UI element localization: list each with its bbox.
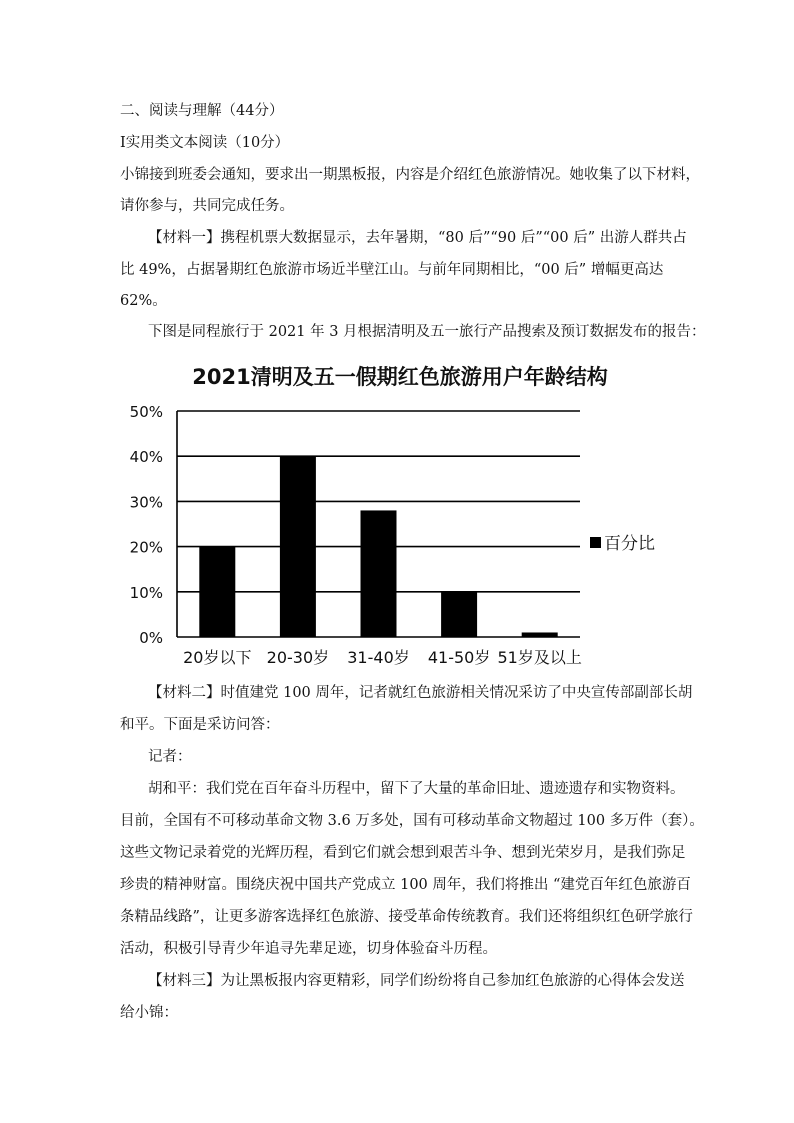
x-tick-label: 41-50岁 [427,648,491,667]
answer-line-6: 活动，积极引导青少年追寻先辈足迹，切身体验奋斗历程。 [120,941,497,957]
y-tick-label: 20% [129,538,163,557]
bar [199,547,235,637]
section-heading: 二、阅读与理解（44分） [120,103,284,119]
x-tick-label: 20-30岁 [266,648,330,667]
y-tick-label: 0% [139,629,163,647]
material1-line-1: 【材料一】携程机票大数据显示，去年暑期，“80 后”“90 后”“00 后” 出游人群共占 [148,230,687,246]
y-tick-label: 50% [129,403,163,421]
y-tick-label: 30% [129,493,163,512]
intro-line-1: 小锦接到班委会通知，要求出一期黑板报，内容是介绍红色旅游情况。她收集了以下材料， [120,167,700,183]
chart-title: 2021清明及五一假期红色旅游用户年龄结构 [192,365,608,389]
bar [280,456,316,637]
x-tick-label: 20岁以下 [183,648,252,667]
legend-label: 百分比 [604,534,655,554]
interview-reporter: 记者： [148,749,192,765]
material2-line-2: 和平。下面是采访问答： [120,717,280,733]
intro-line-2: 请你参与，共同完成任务。 [120,198,294,214]
y-tick-label: 10% [129,583,163,602]
material3-line-1: 【材料三】为让黑板报内容更精彩，同学们纷纷将自己参加红色旅游的心得体会发送 [148,973,685,989]
material1-line-2: 比 49%，占据暑期红色旅游市场近半壁江山。与前年同期相比，“00 后” 增幅更高达 [120,262,664,278]
answer-line-1: 胡和平：我们党在百年奋斗历程中，留下了大量的革命旧址、遗迹遗存和实物资料。 [148,781,685,797]
age-structure-bar-chart [120,350,680,670]
y-tick-label: 40% [129,448,163,467]
answer-line-5: 条精品线路”，让更多游客选择红色旅游、接受革命传统教育。我们还将组织红色研学旅行 [120,909,693,925]
chart-legend [590,534,655,554]
answer-line-2: 目前，全国有不可移动革命文物 3.6 万多处，国有可移动革命文物超过 100 多万件（套）。 [120,813,704,829]
material2-line-1: 【材料二】时值建党 100 周年，记者就红色旅游相关情况采访了中央宣传部副部长胡 [148,685,693,701]
material3-line-2: 给小锦： [120,1005,178,1021]
bar [441,592,477,637]
material1-line-3: 62%。 [120,293,167,309]
bar [361,510,397,637]
x-tick-label: 51岁及以上 [497,648,582,667]
chart-axes [130,403,582,667]
answer-line-4: 珍贵的精神财富。围绕庆祝中国共产党成立 100 周年，我们将推出 “建党百年红色旅游百 [120,877,691,893]
x-tick-label: 31-40岁 [347,648,410,667]
legend-swatch [590,537,601,548]
bar [522,632,558,637]
chart-caption: 下图是同程旅行于 2021 年 3 月根据清明及五一旅行产品搜索及预订数据发布的报告： [148,324,706,340]
answer-line-3: 这些文物记录着党的光辉历程，看到它们就会想到艰苦斗争、想到光荣岁月，是我们弥足 [120,845,686,861]
subsection-heading: Ⅰ实用类文本阅读（10分） [120,135,290,151]
